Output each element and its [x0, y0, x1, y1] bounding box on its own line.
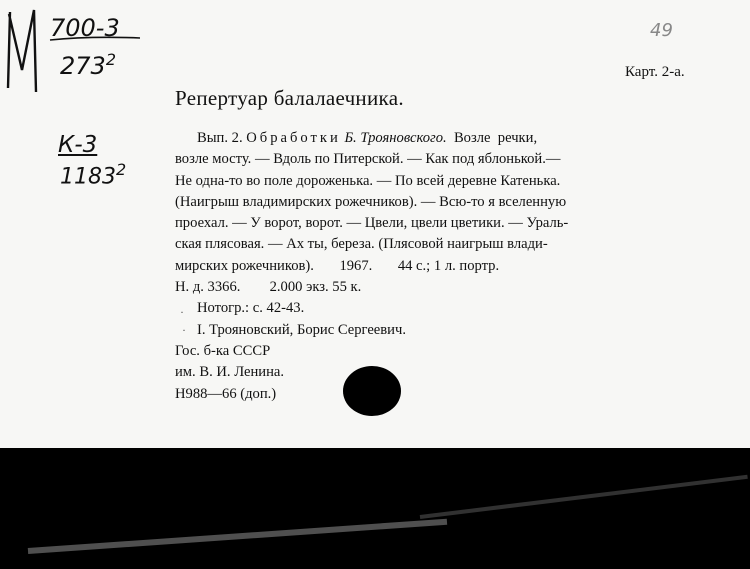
- arranger-name: Б. Трояновского.: [340, 130, 447, 146]
- arrangements-word: Обработки: [246, 130, 341, 146]
- description-line-7: мирских рожечников). 1967. 44 с.; 1 л. портр.: [175, 257, 500, 274]
- library-line-2: им. В. И. Ленина.: [175, 364, 285, 381]
- card-title: Репертуар балалаечника.: [175, 86, 404, 110]
- shelf-number-2-bottom: [60, 160, 126, 189]
- author-entry: I. Трояновский, Борис Сергеевич.: [197, 321, 406, 338]
- top-right-scribble: 49: [650, 20, 673, 41]
- library-line-1: Гос. б-ка СССР: [175, 342, 271, 359]
- card-number: Карт. 2-а.: [625, 64, 685, 80]
- first-song: Возле речки,: [446, 130, 538, 146]
- description-line-5: проехал. — У ворот, ворот. — Цвели, цвели цветики. — Ураль-: [175, 215, 569, 232]
- shelf-number-1-bottom: [60, 50, 116, 80]
- notography-line: Нотогр.: с. 42-43.: [197, 300, 305, 317]
- description-line-4: (Наигрыш владимирских рожечников). — Всю-то я вселенную: [175, 193, 567, 210]
- description-line-2: возле мосту. — Вдоль по Питерской. — Как под яблонькой.—: [175, 151, 561, 168]
- scan-dark-area: [0, 448, 750, 569]
- issue-number: Вып. 2.: [197, 130, 247, 146]
- speck-mark: ·: [180, 305, 184, 319]
- description-line-8: Н. д. 3366. 2.000 экз. 55 к.: [175, 279, 362, 296]
- record-number: Н988—66 (доп.): [175, 385, 277, 402]
- shelf-number-2-bottom-text: 1183: [60, 164, 116, 190]
- ink-blot: [343, 366, 401, 416]
- shelf-number-1-sup: 2: [105, 50, 116, 69]
- shelf-number-2-sup: 2: [116, 160, 127, 179]
- description-line-1: [175, 128, 710, 149]
- shelf-number-1-top: 700-3: [50, 14, 120, 42]
- shelf-number-2-top: К-3: [58, 132, 98, 158]
- speck-mark: ·: [182, 323, 186, 337]
- card-description: [175, 128, 710, 405]
- shelf-number-1-bottom-text: 273: [60, 52, 106, 80]
- description-line-6: ская плясовая. — Ах ты, береза. (Плясовой наигрыш влади-: [175, 236, 548, 253]
- description-line-3: Не одна-то во поле дороженька. — По всей деревне Катенька.: [175, 172, 561, 189]
- handwritten-m-mark: [8, 10, 36, 92]
